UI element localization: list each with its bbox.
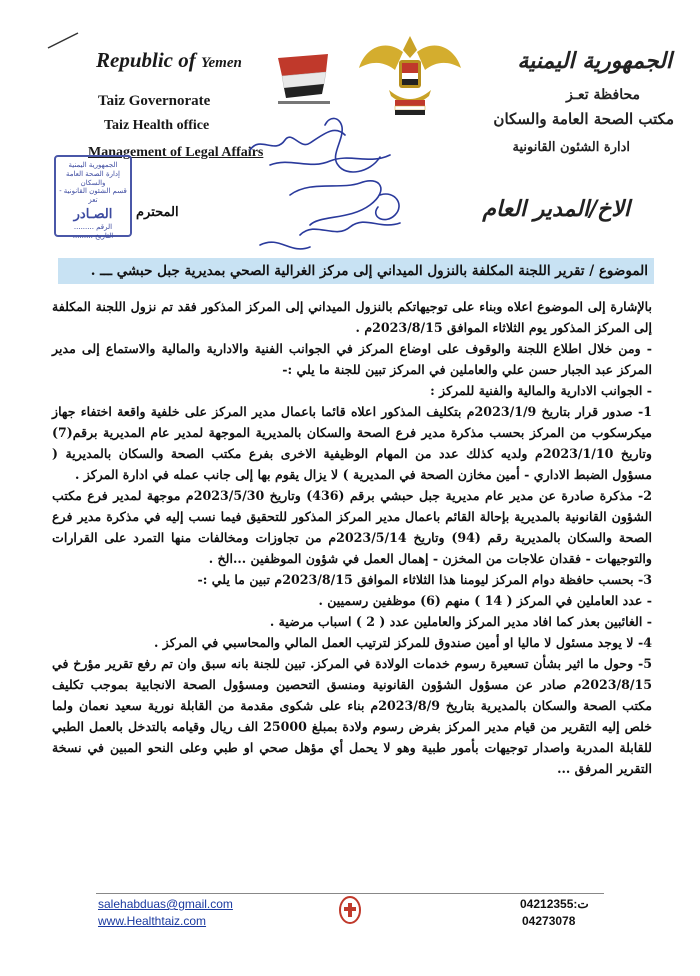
footer-phone-1: ت:04212355 bbox=[520, 897, 589, 911]
header-governorate-en: Taiz Governorate bbox=[98, 93, 211, 109]
footer-website-link[interactable]: www.Healthtaiz.com bbox=[98, 914, 207, 928]
body-paragraph: - الجوانب الادارية والمالية والفنية للمركز : bbox=[430, 383, 652, 398]
pen-mark-icon bbox=[46, 30, 80, 50]
recipient-honorific: المحترم bbox=[136, 205, 179, 220]
header-republic-en bbox=[96, 48, 242, 73]
body-paragraph: 1- صدور قرار بتاريخ 2023/1/9م بتكليف المذكور اعلاه قائما باعمال مدير المركز على خلفية واقعة اختفاء جهاز ميكرسكوب من المركز بحسب مذكرة مدير فرع الصحة والسكان بالمديرية الموجهة لمدير عام المديرية برقم(7) وتاريخ 2023/1/10م ولديه كذلك عدد من المهام الوظيفية الاخرى بفرع مكتب الصحة والسكان بالمديرية ( مسؤول الضبط الاداري - أمين مخازن الصحة في المديرية ) لا يزال يقوم بها إلى جانب عمله في ادارة المركز . bbox=[52, 404, 652, 482]
subject-line: الموضوع / تقرير اللجنة المكلفة بالنزول الميداني إلى مركز الغرالية الصحي بمديرية جبل حبشي ـــ . bbox=[58, 258, 654, 284]
letter-body bbox=[52, 296, 652, 779]
header-office-ar: مكتب الصحة العامة والسكان bbox=[493, 110, 674, 128]
stamp-line-2: إدارة الصحة العامة والسكان bbox=[65, 169, 120, 187]
header-republic-ar: الجمهورية اليمنية bbox=[517, 48, 672, 74]
stamp-line-1: الجمهورية اليمنية bbox=[68, 161, 118, 169]
footer-phone-2: 04273078 bbox=[522, 914, 576, 928]
header-office-en: Taiz Health office bbox=[104, 118, 210, 133]
footer-divider bbox=[96, 893, 604, 894]
republic-label: Republic of bbox=[96, 48, 196, 72]
stamp-line-3: قسم الشئون القانونية - تعز bbox=[59, 187, 127, 204]
stamp-label: الصـادر bbox=[73, 206, 113, 222]
official-stamp bbox=[54, 155, 132, 240]
yemen-label: Yemen bbox=[201, 55, 242, 71]
body-paragraph: 4- لا يوجد مسئول لا ماليا او أمين صندوق للمركز لترتيب العمل المالي والمحاسبي في المركز . bbox=[154, 635, 652, 650]
stamp-date: التاريخ ......... bbox=[72, 231, 114, 240]
body-paragraph: - عدد العاملين في المركز ( 14 ) منهم (6) موظفين رسميين . bbox=[318, 593, 652, 608]
handwritten-signature bbox=[230, 95, 430, 265]
body-paragraph: 2- مذكرة صادرة عن مدير عام مديرية جبل حبشي برقم (436) وتاريخ 2023/5/30م موجهة لمدير فرع مكتب الشؤون القانونية بالمديرية بإحالة القائم باعمال مدير المركز المذكور للتحقيق فيما نسب إليه في مذكرة مدير فرع الصحة والسكان بالمديرية رقم (94) وتاريخ 2023/5/14م من تجاوزات ومخالفات منها التمرد على القرارات والتوجيهات - فقدان علاجات من المخزن - إهمال العمل في شؤون الموظفين ...الخ . bbox=[52, 488, 652, 566]
header-legal-ar: ادارة الشئون القانونية bbox=[512, 140, 630, 155]
recipient-address: الاخ/المدير العام bbox=[482, 196, 630, 222]
header-governorate-ar: محافظة تعـز bbox=[566, 87, 640, 103]
body-paragraph: 5- وحول ما اثير بشأن تسعيرة رسوم خدمات الولادة في المركز. تبين للجنة بانه سبق وان تم رفع تقرير مؤرخ في 2023/8/15م صادر عن مسؤول الشؤون القانونية ومنسق التحصين ومسؤول الصحة الانجابية بموجب تكليف مكتب الصحة والسكان بالمديرية بتاريخ 2023/8/9م بناء على شكوى مقدمة من القابلة نورية سعيد نعمان ولما خلص إليه التقرير من قيام مدير المركز بفرض رسوم ولادة بمبلغ 25000 الف ريال وقيامه بالتدخل بالعمل الطبي للقابلة المدربة واصدار توجيهات بأمور طبية وهو لا يحمل أي مؤهل صحي او طبي وعلى النحو المبين في نسخة التقرير المرفق ... bbox=[52, 656, 652, 776]
body-paragraph: - الغائبين بعذر كما افاد مدير المركز والعاملين عدد ( 2 ) اسباب مرضية . bbox=[269, 614, 652, 629]
body-paragraph: - ومن خلال اطلاع اللجنة والوقوف على اوضاع المركز في الجوانب الفنية والادارية والمالية والاستماع إلى مدير المركز عبد الجبار حسن علي والعاملين في المركز تبين للجنة ما يلي :- bbox=[52, 341, 652, 377]
header-management-en: Management of Legal Affairs bbox=[88, 145, 264, 160]
stamp-ref: الرقم ......... bbox=[73, 223, 113, 231]
body-paragraph: بالإشارة إلى الموضوع اعلاه وبناء على توجيهاتكم بالنزول الميداني إلى المركز المذكور فقد تم نزول اللجنة المكلفة إلى المركز المذكور يوم الثلاثاء الموافق 2023/8/15م . bbox=[52, 299, 652, 335]
footer-email-link[interactable]: salehabduas@gmail.com bbox=[98, 897, 233, 911]
footer-logo-icon bbox=[338, 895, 362, 925]
body-paragraph: 3- بحسب حافظة دوام المركز ليومنا هذا الثلاثاء الموافق 2023/8/15م تبين ما يلي :- bbox=[197, 572, 652, 587]
